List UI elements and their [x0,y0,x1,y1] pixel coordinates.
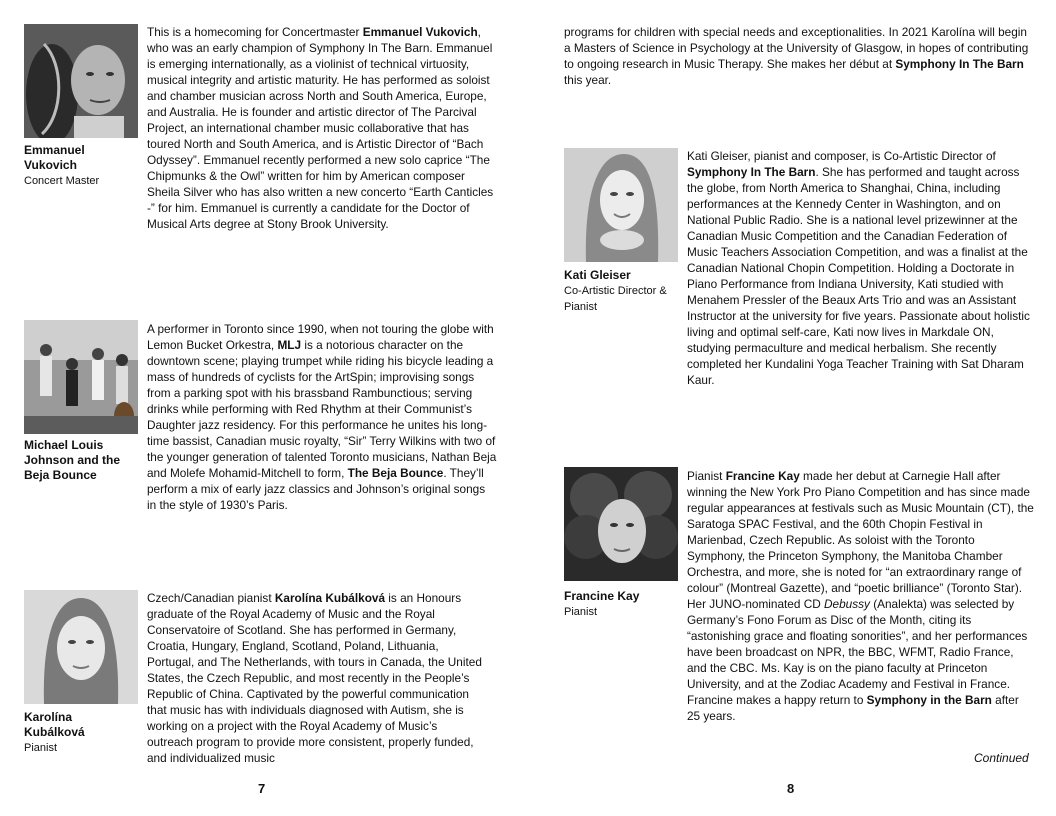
violinist-portrait-image [24,24,138,138]
page-number-left: 7 [258,781,266,796]
page-number-right: 8 [787,781,795,796]
francine-kay-caption [564,589,684,620]
kati-gleiser-caption [564,268,684,315]
karolina-kubalkova-photo [24,590,138,704]
continued-label: Continued [974,751,1029,765]
kati-gleiser-role: Co-Artistic Director & Pianist [564,285,667,313]
emmanuel-vukovich-caption [24,143,144,189]
kati-gleiser-bio: Kati Gleiser, pianist and composer, is Co-Artistic Director of Symphony In The Barn. She has performed and taught across the globe, from North America to Shanghai, China, including performances at the Kennedy Center in Washington, and on National Public Radio. She is a national level prizewinner at the Canadian Music Competition and the Canadian Federation of Music Teachers Association Competition, and was a finalist at the Canadian National Chopin Competition. Holding a Doctorate in Piano Performance from Indiana University, Kati studied with Menahem Pressler of the Beaux Arts Trio and was an Assistant Instructor at the university for five years. Passionate about holistic living and optimal self-care, Kati now lives in Markdale ON, studying permaculture and medical herbalism. She recently completed her Kundalini Yoga Teacher Training with Sat Dharam Kaur. [687,149,1030,387]
emmanuel-vukovich-photo [24,24,138,138]
karolina-kubalkova-caption [24,710,144,756]
karolina-kubalkova-bio-continued: programs for children with special needs and exceptionalities. In 2021 Karolína will begin a Masters of Science in Psychology at the University of Glasgow, in hopes of contributing to ongoing research in Music Therapy. She makes her début at Symphony In The Barn this year. [564,25,1029,87]
karolina-kubalkova-name: Karolína Kubálková [24,710,85,739]
francine-kay-bio: Pianist Francine Kay made her debut at Carnegie Hall after winning the New York Pro Piano Competition and has since made regular appearances at festivals such as Music Mountain (CT), the Saratoga SPAC Festival, and the 60th Chopin Festival in Marienbad, Czech Republic. As soloist with the Toronto Symphony, the Princeton Symphony, the Manitoba Chamber Orchestra, and more, she is noted for “an extraordinary range of colour” (Montreal Gazette), and “poetic brilliance” (Toronto Star). Her JUNO-nominated CD Debussy (Analekta) was selected by Germany’s Fono Forum as Disc of the Month, citing its “astonishing grace and floating sonorities”, and her performances have been broadcast on NPR, the BBC, WFMT, Radio France, and the CBC. Ms. Kay is on the piano faculty at Princeton University, and at the Zodiac Academy and Festival in France. Francine makes a happy return to Symphony in the Barn after 25 years. [687,469,1034,723]
michael-louis-johnson-name: Michael Louis Johnson and the Beja Bounce [24,438,120,482]
francine-kay-role: Pianist [564,606,598,618]
michael-louis-johnson-bio: A performer in Toronto since 1990, when not touring the globe with Lemon Bucket Orkestra, MLJ is a notorious character on the downtown scene; playing trumpet while riding his bicycle leading a mass of hundreds of cyclists for the ArtSpin; improvising songs from a parking spot with his brassband Rambunctious; serving drinks while performing with Red Rhythm at their Communist’s Daughter jazz residency. For this performance he unites his long-time bassist, Canadian music royalty, “Sir” Terry Wilkins with two of the younger generation of talented Toronto musicians, Nathan Beja and Molefe Mohamid-Mitchell to form, The Beja Bounce. They’ll perform a mix of early jazz classics and Johnson’s original songs in the style of 1930’s Paris. [147,322,497,512]
pianist-portrait-image [24,590,138,704]
karolina-kubalkova-bio: Czech/Canadian pianist Karolína Kubálková is an Honours graduate of the Royal Academy of Music and the Royal Conservatoire of Scotland. She has performed in Germany, Croatia, Hungary, England, Scotland, Poland, Lithuania, Portugal, and The Netherlands, with tours in Canada, the United States, the Czech Republic, and most recently in the People’s Republic of China. Captivated by the powerful communication that music has with individuals diagnosed with Autism, she is working on a project with the Royal Academy of Music’s outreach program to provide more consistent, properly funded, and individualized music [147,591,482,765]
emmanuel-vukovich-role: Concert Master [24,175,100,187]
emmanuel-vukovich-name: Emmanuel Vukovich [24,143,85,172]
band-photo-image [24,320,138,434]
kati-gleiser-photo [564,148,678,262]
pianist-portrait-image [564,467,678,581]
kati-gleiser-name: Kati Gleiser [564,268,631,282]
michael-louis-johnson-photo [24,320,138,434]
francine-kay-name: Francine Kay [564,589,640,603]
emmanuel-vukovich-bio: This is a homecoming for Concertmaster Emmanuel Vukovich, who was an early champion of Symphony In The Barn. Emmanuel is emerging internationally, as a violinist of technical virtuosity, musical integrity and artistic maturity. He has performed as soloist and chamber musician across North and South America, Europe, and Australia. He is founder and artistic director of The Parcival Project, an international chamber music collaborative that has toured North and South America, and is Artistic Director of “Bach Odyssey”. Emmanuel recently performed a new solo caprice “The Chipmunks & the Owl” written for him by American composer Sheila Silver who has also written a new concerto “Earth Canticles -” for him. Emmanuel is currently a candidate for the Doctor of Musical Arts degree at Stony Brook University. [147,25,494,231]
francine-kay-photo [564,467,678,581]
michael-louis-johnson-caption [24,438,144,483]
karolina-kubalkova-role: Pianist [24,742,58,754]
pianist-portrait-image [564,148,678,262]
